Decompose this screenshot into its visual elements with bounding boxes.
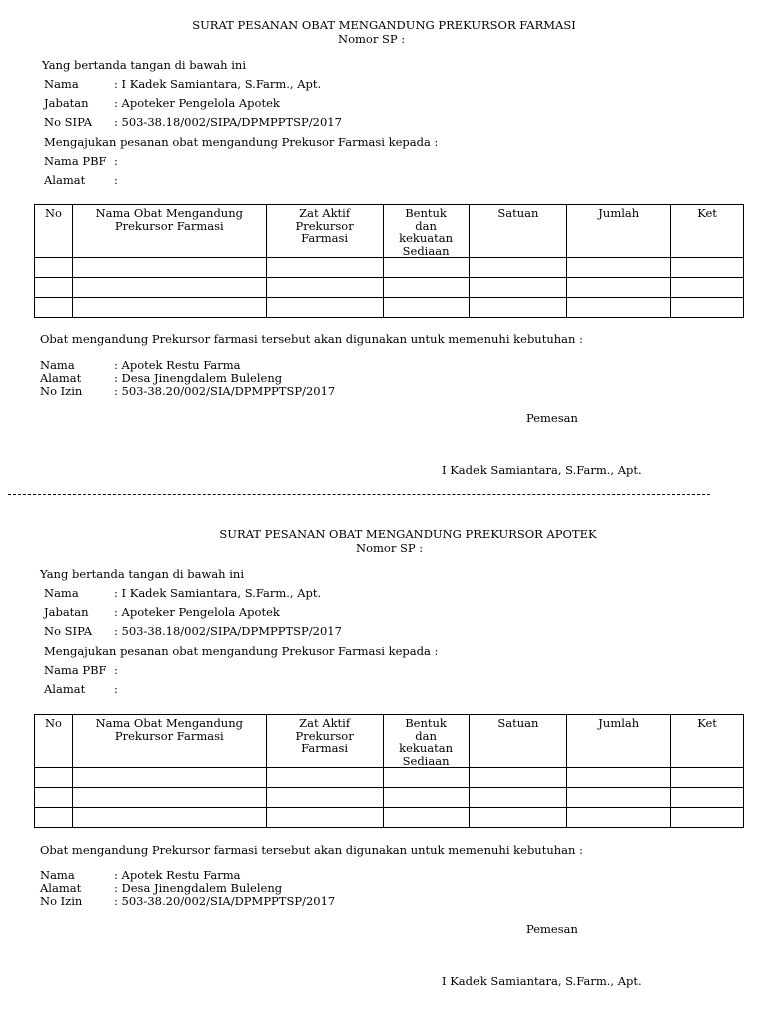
signer-sipa-row [44,115,342,129]
signer-sipa-value: : 503-38.18/002/SIPA/DPMPPTSP/2017 [114,115,342,129]
table-cell[interactable] [469,298,567,318]
form-title: SURAT PESANAN OBAT MENGANDUNG PREKURSOR APOTEK [219,527,597,541]
supplier-name-label: Nama PBF [44,154,107,168]
table-cell[interactable] [72,768,266,788]
table-cell[interactable] [266,768,383,788]
table-cell[interactable] [383,788,469,808]
purpose-text: Obat mengandung Prekursor farmasi tersebut akan digunakan untuk memenuhi kebutuhan : [40,843,583,857]
column-header-drug-name: Nama Obat Mengandung Prekursor Farmasi [72,205,266,258]
signer-sipa-row [44,624,342,638]
table-cell[interactable] [72,298,266,318]
table-cell[interactable] [567,298,671,318]
table-row [35,278,744,298]
orderer-label: Pemesan [526,922,578,936]
signer-name-label: Nama [44,586,79,600]
table-cell[interactable] [72,278,266,298]
supplier-name-row [44,663,118,677]
pharmacy-name-row [40,868,241,882]
pharmacy-license-value: : 503-38.20/002/SIA/DPMPPTSP/2017 [114,894,336,908]
orderer-name: I Kadek Samiantara, S.Farm., Apt. [442,463,642,477]
signer-position-row [44,605,280,619]
pharmacy-license-row [40,384,335,398]
signer-position-label: Jabatan [44,605,89,619]
table-cell[interactable] [567,788,671,808]
signer-position-label: Jabatan [44,96,89,110]
request-text: Mengajukan pesanan obat mengandung Prekusor Farmasi kepada : [44,644,439,658]
cut-line-divider [8,494,710,495]
table-cell[interactable] [266,298,383,318]
table-cell[interactable] [469,808,567,828]
table-cell[interactable] [266,258,383,278]
table-row [35,768,744,788]
column-header-quantity: Jumlah [567,205,671,258]
table-cell[interactable] [469,788,567,808]
intro-text: Yang bertanda tangan di bawah ini [42,58,247,72]
pharmacy-name-label: Nama [40,358,75,372]
pharmacy-address-label: Alamat [40,371,82,385]
signer-name-row [44,77,321,91]
table-cell[interactable] [469,258,567,278]
orderer-name: I Kadek Samiantara, S.Farm., Apt. [442,974,642,988]
table-cell[interactable] [567,278,671,298]
supplier-name-value: : [114,663,118,677]
signer-position-row [44,96,280,110]
form-number: Nomor SP : [338,32,406,46]
table-cell[interactable] [35,278,73,298]
column-header-no: No [35,205,73,258]
pharmacy-license-label: No Izin [40,384,83,398]
table-cell[interactable] [72,788,266,808]
table-header-row [35,205,744,258]
pharmacy-name-value: : Apotek Restu Farma [114,358,241,372]
table-cell[interactable] [383,808,469,828]
table-cell[interactable] [469,278,567,298]
table-cell[interactable] [567,258,671,278]
table-cell[interactable] [671,258,744,278]
column-header-active-substance: Zat Aktif Prekursor Farmasi [266,715,383,768]
pharmacy-name-row [40,358,241,372]
pharmacy-address-row [40,881,282,895]
form-title: SURAT PESANAN OBAT MENGANDUNG PREKURSOR FARMASI [192,18,576,32]
column-header-quantity: Jumlah [567,715,671,768]
order-table [34,204,744,318]
table-cell[interactable] [266,808,383,828]
table-cell[interactable] [567,808,671,828]
column-header-dosage-form: Bentuk dan kekuatan Sediaan [383,205,469,258]
table-cell[interactable] [35,788,73,808]
table-cell[interactable] [671,768,744,788]
column-header-no: No [35,715,73,768]
pharmacy-license-value: : 503-38.20/002/SIA/DPMPPTSP/2017 [114,384,336,398]
column-header-remarks: Ket [671,205,744,258]
orderer-label: Pemesan [526,411,578,425]
table-cell[interactable] [35,768,73,788]
table-header-row [35,715,744,768]
table-cell[interactable] [266,278,383,298]
table-cell[interactable] [35,808,73,828]
signer-name-row [44,586,321,600]
signer-position-value: : Apoteker Pengelola Apotek [114,96,280,110]
table-cell[interactable] [567,768,671,788]
pharmacy-name-value: : Apotek Restu Farma [114,868,241,882]
table-cell[interactable] [72,808,266,828]
supplier-address-value: : [114,173,118,187]
table-cell[interactable] [383,298,469,318]
table-cell[interactable] [72,258,266,278]
table-cell[interactable] [671,278,744,298]
pharmacy-address-label: Alamat [40,881,82,895]
table-cell[interactable] [35,298,73,318]
column-header-dosage-form: Bentuk dan kekuatan Sediaan [383,715,469,768]
table-cell[interactable] [671,788,744,808]
table-cell[interactable] [383,768,469,788]
pharmacy-license-row [40,894,335,908]
table-row [35,298,744,318]
pharmacy-name-label: Nama [40,868,75,882]
table-cell[interactable] [383,258,469,278]
supplier-name-label: Nama PBF [44,663,107,677]
supplier-address-label: Alamat [44,173,86,187]
table-cell[interactable] [469,768,567,788]
column-header-unit: Satuan [469,715,567,768]
table-row [35,788,744,808]
pharmacy-address-row [40,371,282,385]
pharmacy-address-value: : Desa Jinengdalem Buleleng [114,371,283,385]
pharmacy-license-label: No Izin [40,894,83,908]
intro-text: Yang bertanda tangan di bawah ini [40,567,245,581]
column-header-remarks: Ket [671,715,744,768]
pharmacy-address-value: : Desa Jinengdalem Buleleng [114,881,283,895]
supplier-address-label: Alamat [44,682,86,696]
order-table [34,714,744,828]
request-text: Mengajukan pesanan obat mengandung Prekusor Farmasi kepada : [44,135,439,149]
table-cell[interactable] [35,258,73,278]
purpose-text: Obat mengandung Prekursor farmasi tersebut akan digunakan untuk memenuhi kebutuhan : [40,332,583,346]
column-header-unit: Satuan [469,205,567,258]
table-row [35,808,744,828]
supplier-name-value: : [114,154,118,168]
signer-name-value: : I Kadek Samiantara, S.Farm., Apt. [114,586,322,600]
supplier-address-value: : [114,682,118,696]
signer-name-label: Nama [44,77,79,91]
table-cell[interactable] [671,298,744,318]
table-cell[interactable] [266,788,383,808]
column-header-active-substance: Zat Aktif Prekursor Farmasi [266,205,383,258]
column-header-drug-name: Nama Obat Mengandung Prekursor Farmasi [72,715,266,768]
form-number: Nomor SP : [356,541,424,555]
signer-position-value: : Apoteker Pengelola Apotek [114,605,280,619]
table-cell[interactable] [671,808,744,828]
signer-sipa-value: : 503-38.18/002/SIPA/DPMPPTSP/2017 [114,624,342,638]
supplier-address-row [44,682,118,696]
signer-sipa-label: No SIPA [44,624,93,638]
supplier-address-row [44,173,118,187]
signer-sipa-label: No SIPA [44,115,93,129]
supplier-name-row [44,154,118,168]
signer-name-value: : I Kadek Samiantara, S.Farm., Apt. [114,77,322,91]
table-row [35,258,744,278]
table-cell[interactable] [383,278,469,298]
